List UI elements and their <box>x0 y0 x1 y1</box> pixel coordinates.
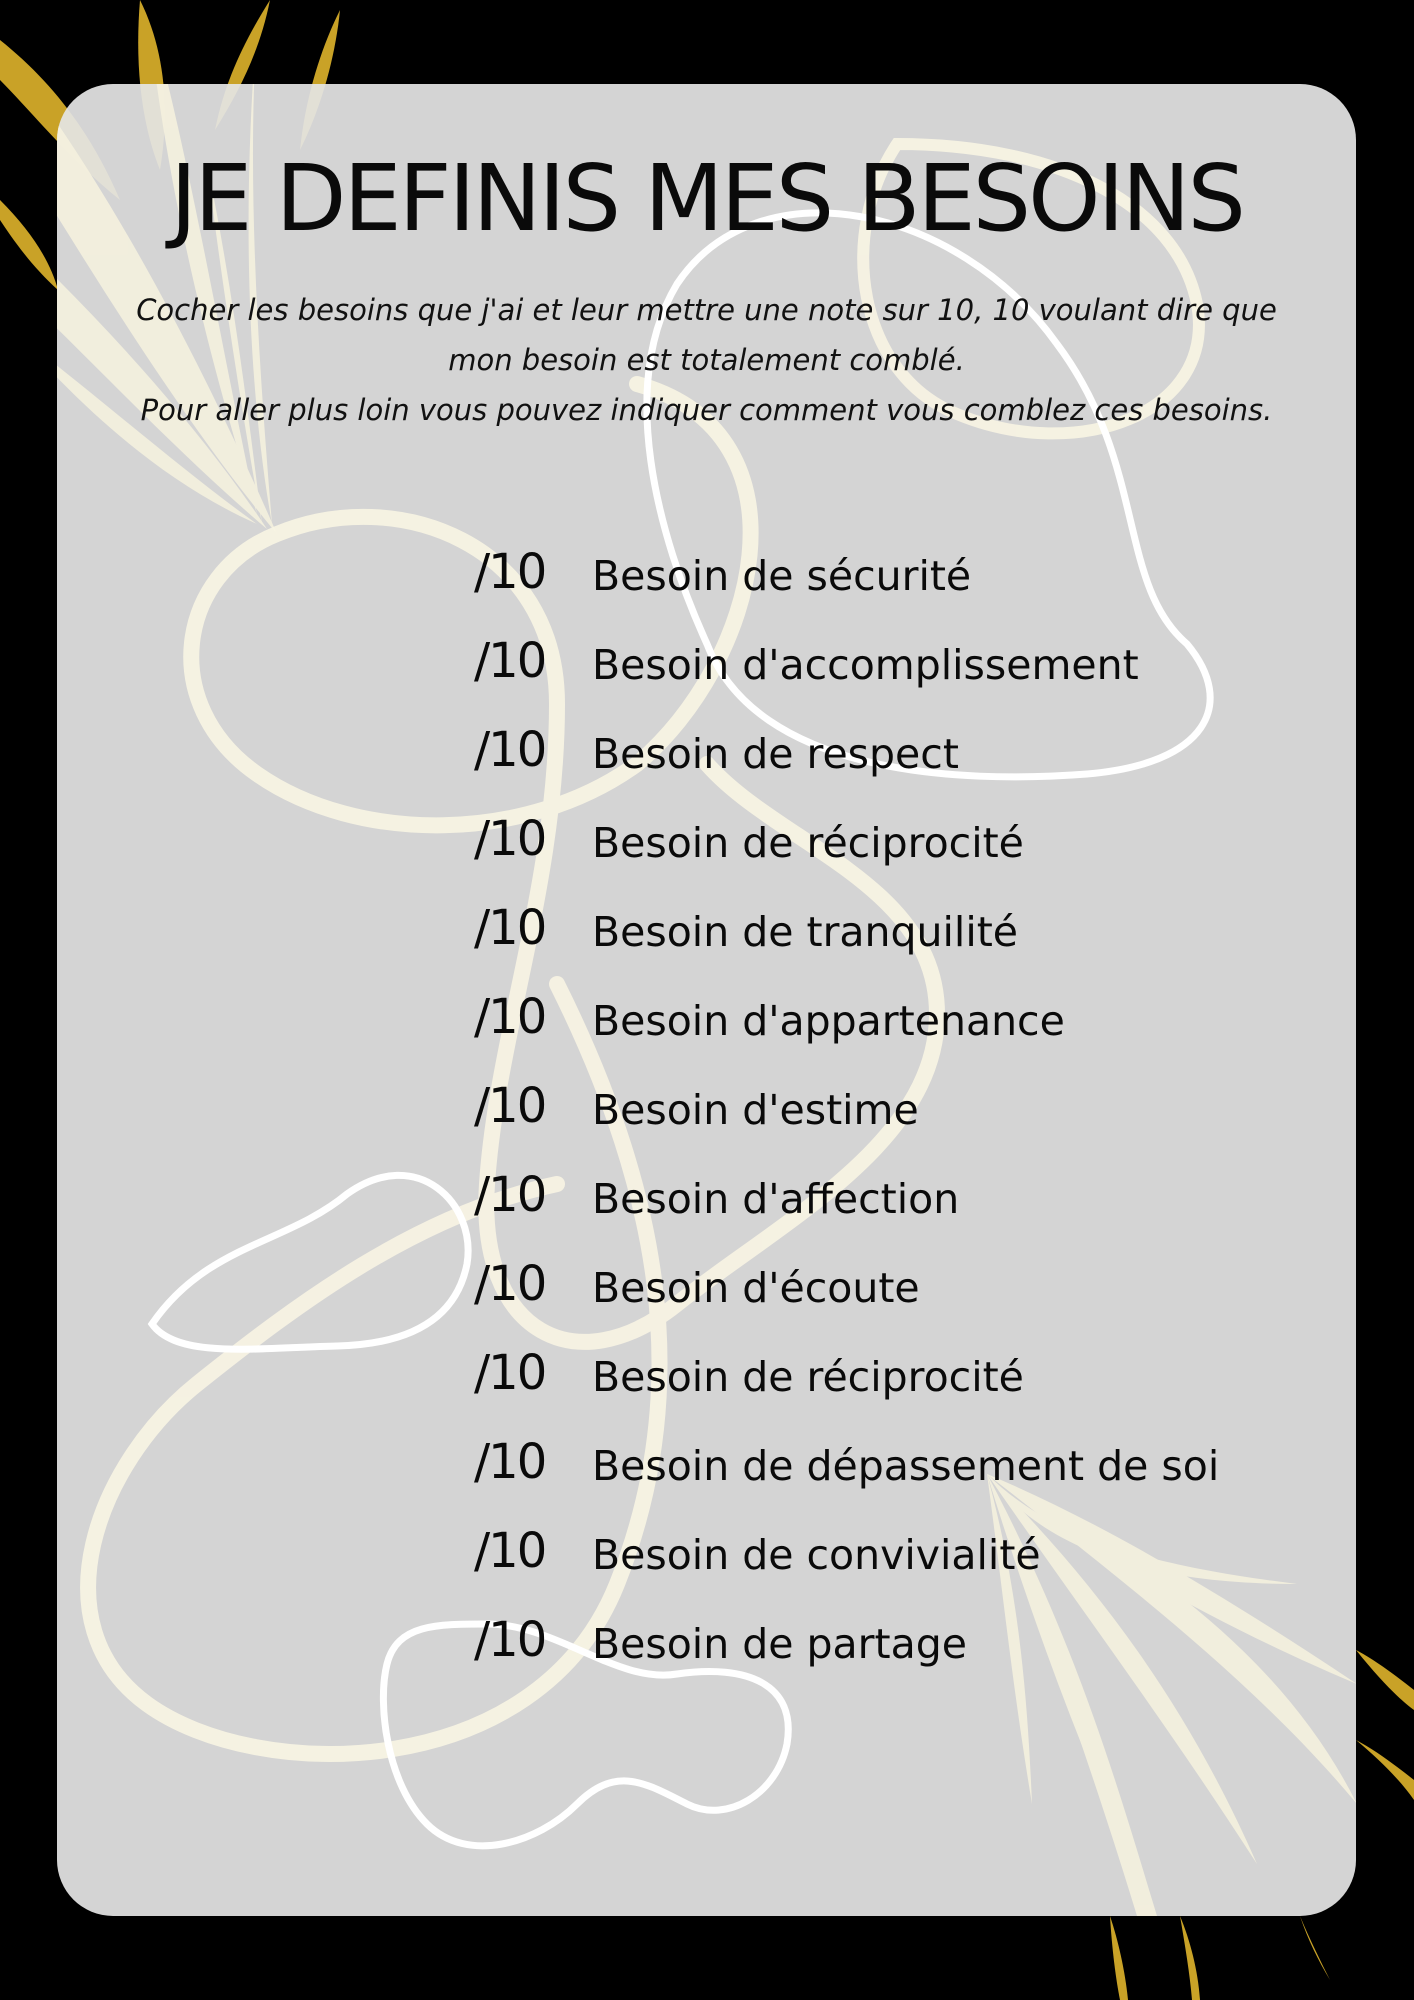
score-field[interactable]: /10 <box>474 1612 546 1668</box>
score-field[interactable]: /10 <box>474 1523 546 1579</box>
need-label: Besoin de respect <box>592 730 959 778</box>
need-row <box>57 807 1356 896</box>
need-row <box>57 1608 1356 1697</box>
need-label: Besoin de partage <box>592 1620 967 1668</box>
need-label: Besoin de tranquilité <box>592 908 1019 956</box>
need-row <box>57 896 1356 985</box>
score-field[interactable]: /10 <box>474 989 546 1045</box>
score-field[interactable]: /10 <box>474 1078 546 1134</box>
need-label: Besoin de sécurité <box>592 552 972 600</box>
need-row <box>57 985 1356 1074</box>
score-field[interactable]: /10 <box>474 1345 546 1401</box>
need-label: Besoin d'appartenance <box>592 997 1065 1045</box>
need-row <box>57 1074 1356 1163</box>
need-row <box>57 1430 1356 1519</box>
need-row <box>57 1163 1356 1252</box>
need-label: Besoin de réciprocité <box>592 1353 1024 1401</box>
need-row <box>57 540 1356 629</box>
score-field[interactable]: /10 <box>474 633 546 689</box>
score-field[interactable]: /10 <box>474 544 546 600</box>
need-label: Besoin de convivialité <box>592 1531 1041 1579</box>
need-label: Besoin de dépassement de soi <box>592 1442 1220 1490</box>
need-label: Besoin d'accomplissement <box>592 641 1139 689</box>
instruction-line-2: Pour aller plus loin vous pouvez indiquer comment vous comblez ces besoins. <box>140 393 1273 427</box>
score-field[interactable]: /10 <box>474 722 546 778</box>
need-row <box>57 1341 1356 1430</box>
need-row <box>57 629 1356 718</box>
score-field[interactable]: /10 <box>474 1167 546 1223</box>
instructions <box>127 285 1286 435</box>
need-row <box>57 718 1356 807</box>
worksheet-card <box>57 84 1356 1916</box>
page-title: JE DEFINIS MES BESOINS <box>170 145 1243 252</box>
need-row <box>57 1519 1356 1608</box>
score-field[interactable]: /10 <box>474 1434 546 1490</box>
needs-list <box>57 540 1356 1697</box>
need-label: Besoin de réciprocité <box>592 819 1024 867</box>
need-label: Besoin d'estime <box>592 1086 919 1134</box>
score-field[interactable]: /10 <box>474 900 546 956</box>
score-field[interactable]: /10 <box>474 811 546 867</box>
score-field[interactable]: /10 <box>474 1256 546 1312</box>
instruction-line-1: Cocher les besoins que j'ai et leur mettre une note sur 10, 10 voulant dire que mon besoin est totalement comblé. <box>136 293 1277 377</box>
need-label: Besoin d'écoute <box>592 1264 920 1312</box>
need-label: Besoin d'affection <box>592 1175 960 1223</box>
need-row <box>57 1252 1356 1341</box>
